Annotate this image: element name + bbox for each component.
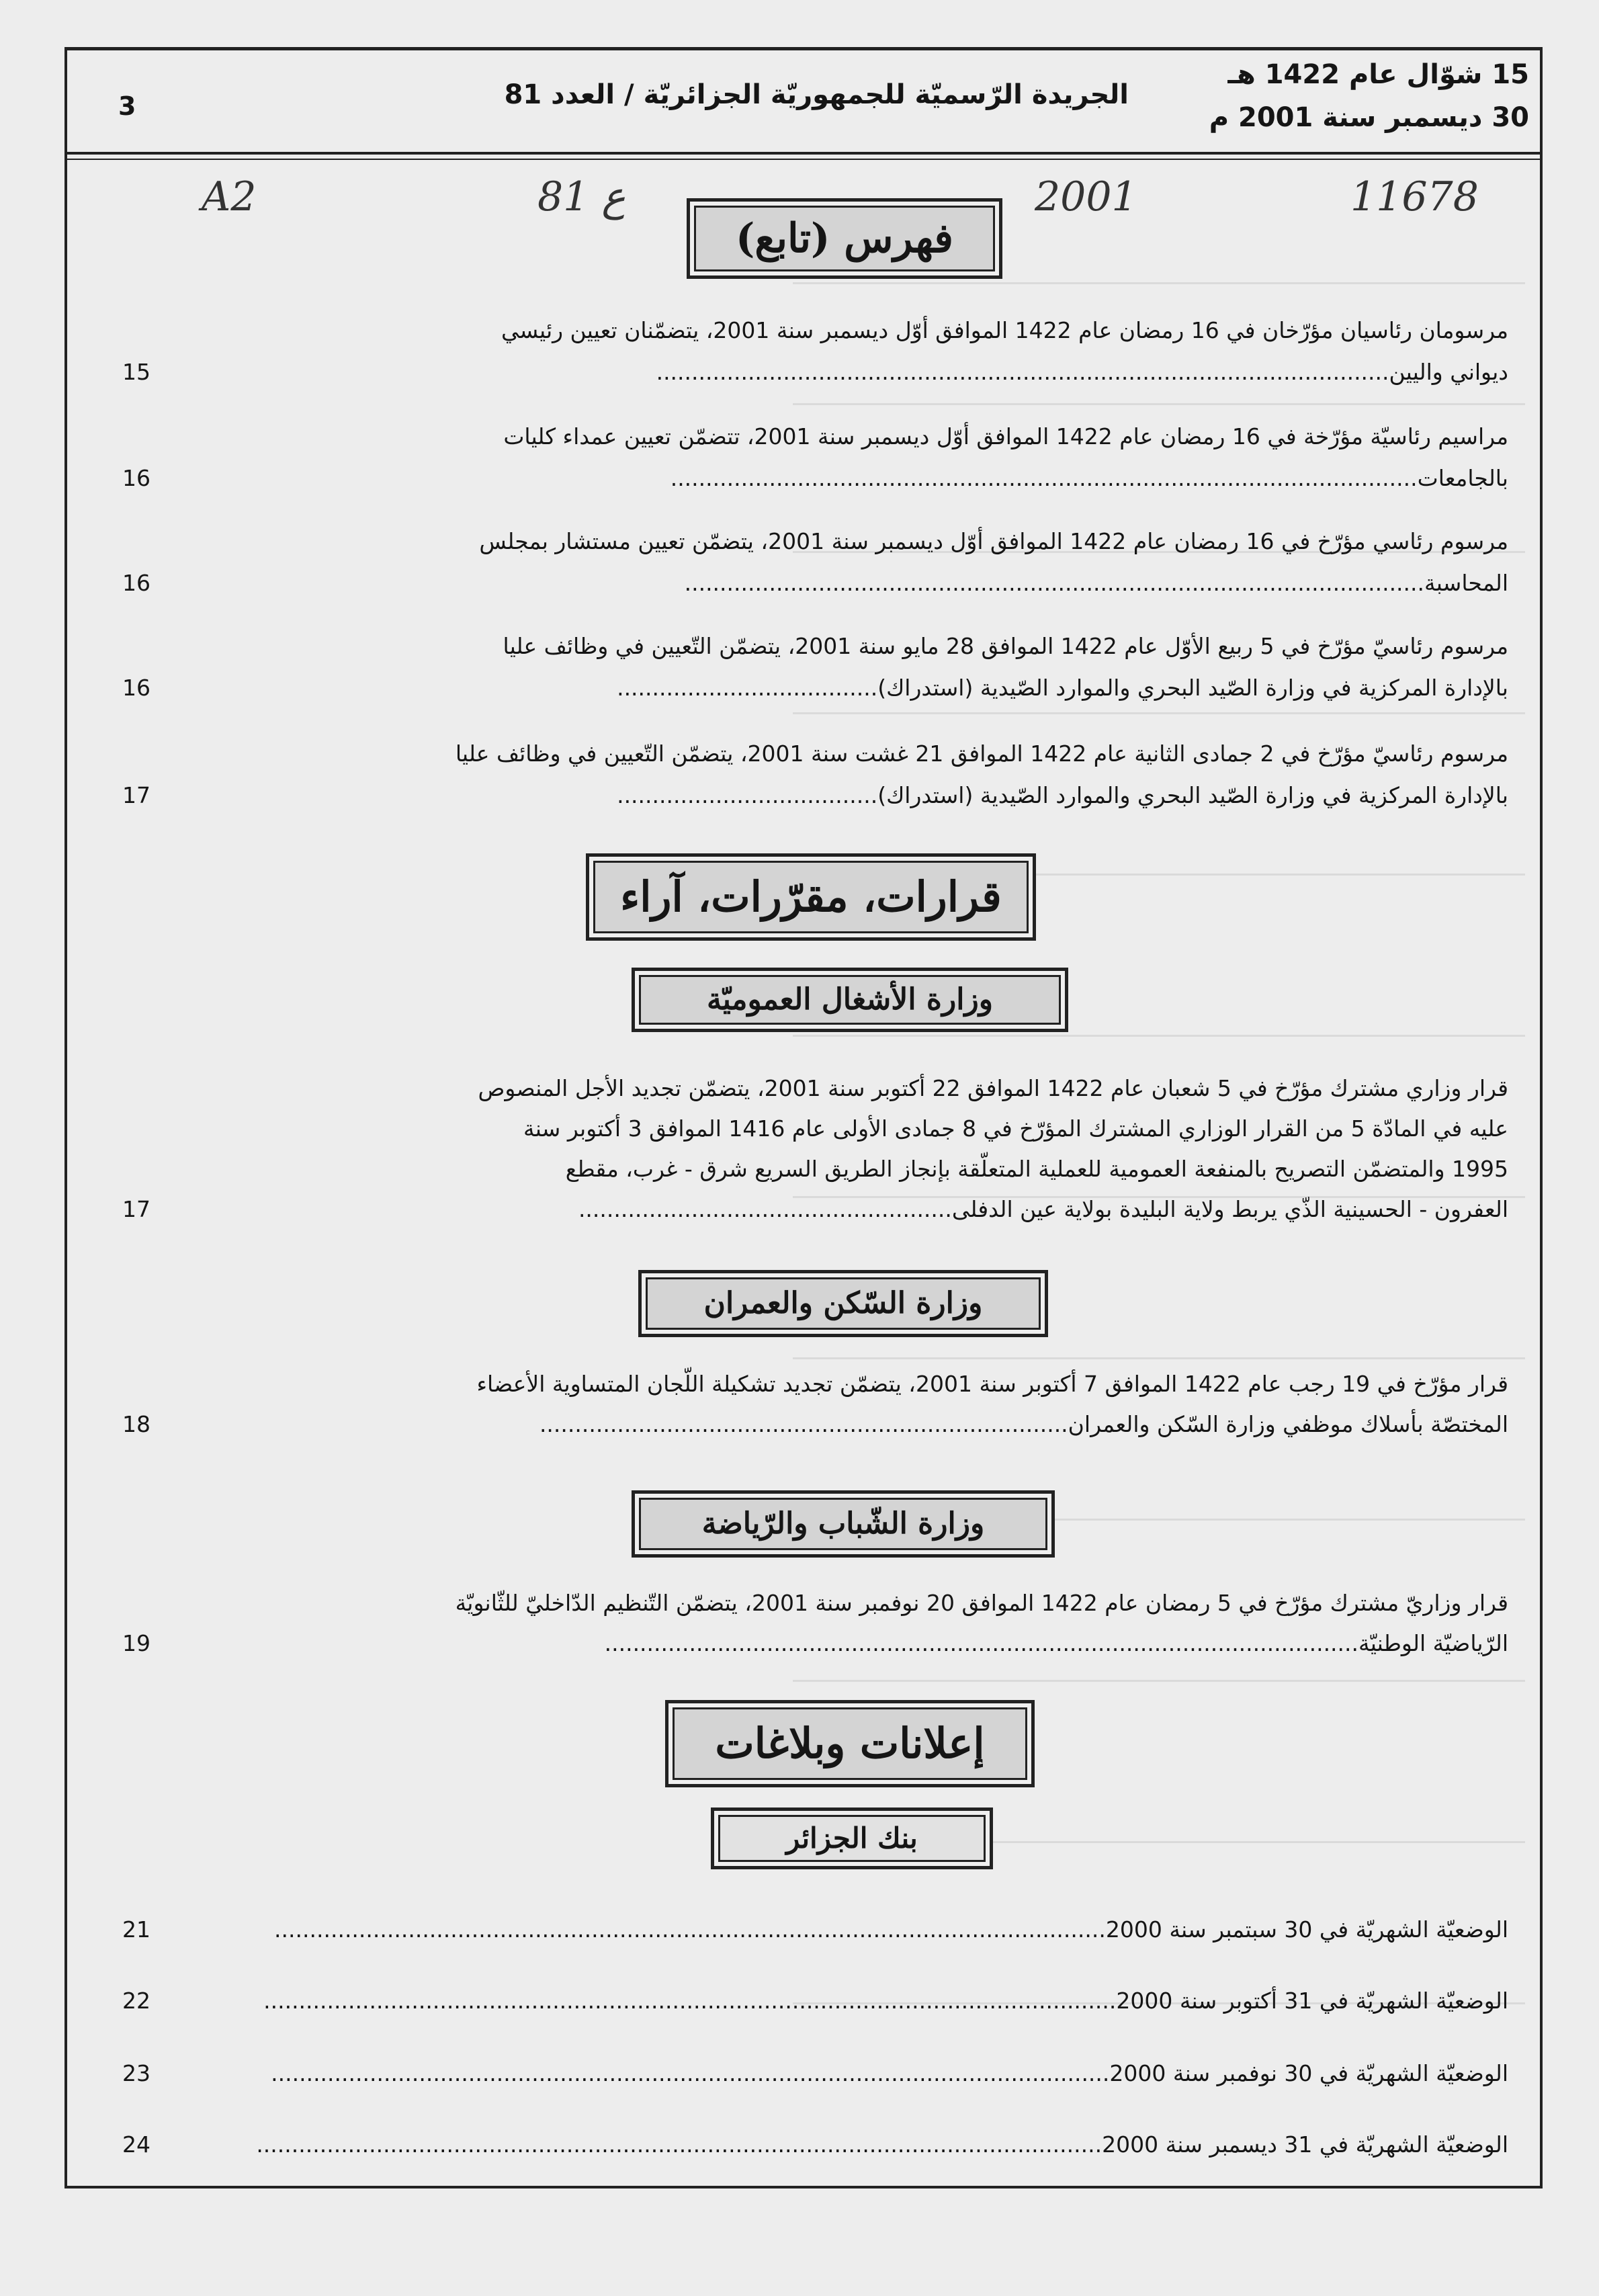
- ministry-housing: وزارة السّكن والعمران: [638, 1270, 1048, 1337]
- page-ref: 18: [122, 1411, 150, 1437]
- entry-line: الوضعيّة الشهريّة في 31 ديسمبر سنة 2000........................................................................................................................: [256, 2131, 1508, 2158]
- handwritten-note-2: 81 ع: [537, 173, 626, 220]
- right-border: [1540, 47, 1543, 2187]
- entry-line: مرسوم رئاسيّ مؤرّخ في 2 جمادى الثانية عام 1422 الموافق 21 غشت سنة 2001، يتضمّن التّعيين في وظائف عليا: [455, 740, 1508, 767]
- page-ref: 17: [122, 782, 150, 808]
- masthead-rule: [64, 152, 1543, 155]
- entry-line: بالجامعات..........................................................................................................: [670, 465, 1508, 491]
- page-ref: 16: [122, 570, 150, 596]
- masthead-rule-thin: [64, 159, 1543, 160]
- entry-line: الوضعيّة الشهريّة في 31 أكتوبر سنة 2000.........................................................................................................................: [263, 1988, 1508, 2014]
- entry-line: مرسومان رئاسيان مؤرّخان في 16 رمضان عام 1422 الموافق أوّل ديسمبر سنة 2001، يتضمّنان تعيين رئيسي: [501, 317, 1508, 343]
- index-entry: [114, 734, 1508, 821]
- page-ref: 15: [122, 359, 150, 385]
- page-ref: 16: [122, 465, 150, 491]
- index-entry: [114, 1068, 1508, 1236]
- handwritten-note-1: A2: [202, 173, 257, 220]
- entry-line: 1995 والمتضمّن التصريح بالمنفعة العمومية للعملية المتعلّقة بإنجاز الطريق السريع شرق - غرب، مقطع: [565, 1156, 1508, 1182]
- ministry-public-works: وزارة الأشغال العموميّة: [632, 968, 1068, 1032]
- entry-line: الرّياضيّة الوطنيّة...........................................................................................................: [604, 1630, 1508, 1656]
- entry-line: مرسوم رئاسيّ مؤرّخ في 5 ربيع الأوّل عام 1422 الموافق 28 مايو سنة 2001، يتضمّن التّعيين في وظائف عليا: [503, 633, 1508, 659]
- entry-line: مرسوم رئاسي مؤرّخ في 16 رمضان عام 1422 الموافق أوّل ديسمبر سنة 2001، يتضمّن تعيين مستشار بمجلس: [479, 528, 1508, 554]
- page-ref: 24: [122, 2131, 150, 2158]
- entry-line: بالإدارة المركزية في وزارة الصّيد البحري والموارد الصّيدية (استدراك).....................................: [617, 782, 1508, 808]
- section-decisions: قرارات، مقرّرات، آراء: [586, 853, 1036, 941]
- bank-of-algeria: بنك الجزائر: [711, 1808, 993, 1869]
- page-ref: 21: [122, 1916, 150, 1943]
- entry-line: مراسيم رئاسيّة مؤرّخة في 16 رمضان عام 1422 الموافق أوّل ديسمبر سنة 2001، تتضمّن تعيين عمداء كليات: [503, 423, 1508, 450]
- handwritten-note-3: 2001: [1035, 173, 1137, 220]
- entry-line: الوضعيّة الشهريّة في 30 نوفمبر سنة 2000.......................................................................................................................: [271, 2060, 1508, 2086]
- entry-line: العفرون - الحسينية الذّي يربط ولاية البليدة بولاية عين الدفلى.....................................................: [578, 1196, 1508, 1222]
- index-entry: [114, 2053, 1508, 2094]
- bottom-border: [64, 2186, 1543, 2188]
- page-ref: 17: [122, 1196, 150, 1222]
- handwritten-note-4: 11678: [1350, 173, 1479, 220]
- gregorian-date: 30 ديسمبر سنة 2001 م: [1209, 102, 1529, 133]
- entry-line: قرار مؤرّخ في 19 رجب عام 1422 الموافق 7 أكتوبر سنة 2001، يتضمّن تجديد تشكيلة اللّجان المتساوية الأعضاء: [476, 1371, 1508, 1397]
- entry-line: عليه في المادّة 5 من القرار الوزاري المشترك المؤرّخ في 8 جمادى الأولى عام 1416 الموافق 3 أكتوبر سنة: [523, 1115, 1508, 1142]
- index-entry: [114, 1981, 1508, 2021]
- index-entry: [114, 1364, 1508, 1451]
- entry-line: الوضعيّة الشهريّة في 30 سبتمبر سنة 2000......................................................................................................................: [274, 1916, 1508, 1943]
- index-entry: [114, 310, 1508, 398]
- entry-line: المختصّة بأسلاك موظفي وزارة السّكن والعمران...........................................................................: [539, 1411, 1508, 1437]
- top-border: [64, 47, 1543, 50]
- index-entry: [114, 1910, 1508, 1950]
- section-index-continued: فهرس (تابع): [687, 198, 1002, 279]
- section-notices: إعلانات وبلاغات: [665, 1700, 1035, 1787]
- page-ref: 22: [122, 1988, 150, 2014]
- hijri-date: 15 شوّال عام 1422 هـ: [1227, 59, 1529, 90]
- left-border: [64, 47, 67, 2187]
- page-ref: 23: [122, 2060, 150, 2086]
- index-entry: [114, 521, 1508, 609]
- gazette-title: الجريدة الرّسميّة للجمهوريّة الجزائريّة / العدد 81: [504, 79, 1129, 110]
- page-ref: 19: [122, 1630, 150, 1656]
- index-entry: [114, 626, 1508, 714]
- entry-line: قرار وزاري مشترك مؤرّخ في 5 شعبان عام 1422 الموافق 22 أكتوبر سنة 2001، يتضمّن تجديد الأجل المنصوص: [478, 1075, 1508, 1101]
- page-ref: 16: [122, 675, 150, 701]
- entry-line: ديواني واليين........................................................................................................: [656, 359, 1508, 385]
- entry-line: قرار وزاريّ مشترك مؤرّخ في 5 رمضان عام 1422 الموافق 20 نوفمبر سنة 2001، يتضمّن التّنظيم الدّاخليّ للثّانويّة: [455, 1590, 1508, 1616]
- entry-line: بالإدارة المركزية في وزارة الصّيد البحري والموارد الصّيدية (استدراك).....................................: [617, 675, 1508, 701]
- page-number: 3: [118, 91, 136, 121]
- index-entry: [114, 417, 1508, 504]
- index-entry: [114, 2125, 1508, 2165]
- index-entry: [114, 1583, 1508, 1670]
- ministry-youth-sports: وزارة الشّباب والرّياضة: [632, 1490, 1055, 1558]
- entry-line: المحاسبة.........................................................................................................: [684, 570, 1508, 596]
